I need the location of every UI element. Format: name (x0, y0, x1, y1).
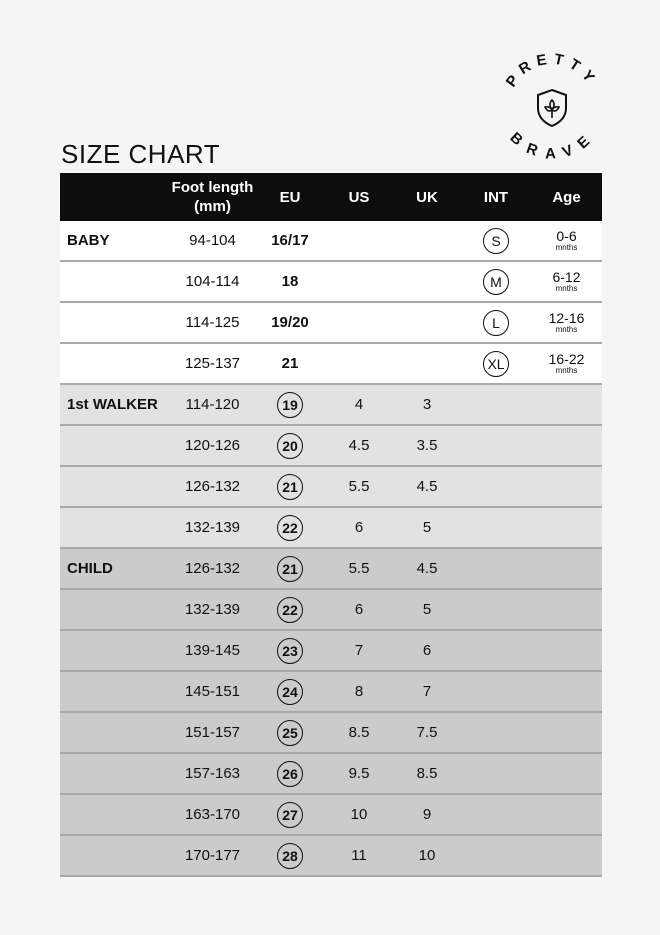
eu-size-badge: 23 (277, 638, 303, 664)
cell-foot-length: 163-170 (184, 806, 241, 823)
cell-foot-length: 114-125 (185, 314, 240, 331)
cell-int (461, 310, 531, 336)
logo-word-top-path: PRETTY (502, 50, 602, 91)
table-header (60, 173, 602, 221)
cell-uk: 5 (422, 519, 432, 536)
cell-foot-length: 94-104 (189, 232, 236, 249)
cell-us: 6 (354, 601, 364, 618)
table-row (60, 262, 602, 303)
cell-eu (255, 761, 325, 787)
cell-eu: 18 (281, 273, 299, 290)
cell-foot-length: 132-139 (184, 601, 241, 618)
age-range (531, 352, 602, 375)
int-size-badge: L (483, 310, 509, 336)
cell-eu (255, 802, 325, 828)
cell-group: BABY (67, 232, 110, 249)
cell-us: 4 (354, 396, 364, 413)
header-foot-length (170, 178, 255, 216)
table-row (60, 590, 602, 631)
cell-us: 5.5 (348, 478, 370, 495)
eu-size-badge: 22 (277, 597, 303, 623)
cell-eu (255, 392, 325, 418)
cell-uk: 7 (422, 683, 432, 700)
cell-foot-length: 125-137 (184, 355, 241, 372)
table-row (60, 672, 602, 713)
table-body (60, 221, 602, 877)
cell-foot-length: 170-177 (184, 847, 241, 864)
header-int: INT (483, 188, 509, 206)
age-value: 0-6 (556, 228, 577, 244)
cell-uk: 10 (418, 847, 436, 864)
eu-size-badge: 19 (277, 392, 303, 418)
table-row (60, 795, 602, 836)
brand-logo (492, 50, 612, 160)
table-row (60, 221, 602, 262)
table-row (60, 303, 602, 344)
cell-int (461, 351, 531, 377)
table-row (60, 344, 602, 385)
table-row (60, 385, 602, 426)
cell-eu (255, 679, 325, 705)
brand-logo-svg (492, 50, 612, 160)
cell-eu: 19/20 (271, 314, 309, 331)
cell-uk: 3.5 (416, 437, 438, 454)
age-range (531, 229, 602, 252)
logo-word-bottom-path: BRAVE (506, 129, 598, 160)
cell-us: 8 (354, 683, 364, 700)
eu-size-badge: 20 (277, 433, 303, 459)
table-row (60, 549, 602, 590)
age-value: 12-16 (548, 310, 585, 326)
cell-uk: 7.5 (416, 724, 438, 741)
cell-foot-length: 114-120 (185, 396, 240, 413)
cell-eu (255, 638, 325, 664)
logo-word-bottom (507, 129, 598, 160)
table-row (60, 508, 602, 549)
logo-word-top (503, 50, 602, 90)
cell-foot-length: 132-139 (184, 519, 241, 536)
cell-eu (255, 597, 325, 623)
table-row (60, 467, 602, 508)
cell-uk: 4.5 (416, 478, 438, 495)
cell-foot-length: 145-151 (184, 683, 241, 700)
cell-eu (255, 843, 325, 869)
eu-size-badge: 25 (277, 720, 303, 746)
cell-eu (255, 720, 325, 746)
cell-foot-length: 151-157 (184, 724, 241, 741)
cell-us: 7 (354, 642, 364, 659)
cell-uk: 8.5 (416, 765, 438, 782)
cell-age (531, 229, 602, 252)
eu-size-badge: 22 (277, 515, 303, 541)
cell-group: 1st WALKER (67, 396, 158, 413)
int-size-badge: M (483, 269, 509, 295)
header-foot-length-line1: Foot length (171, 179, 254, 196)
eu-size-badge: 21 (277, 556, 303, 582)
table-row (60, 713, 602, 754)
age-unit: mnths (555, 284, 578, 293)
cell-foot-length: 126-132 (184, 478, 241, 495)
cell-uk: 4.5 (416, 560, 438, 577)
cell-int (461, 228, 531, 254)
age-unit: mnths (555, 243, 578, 252)
cell-us: 9.5 (348, 765, 370, 782)
eu-size-badge: 21 (277, 474, 303, 500)
eu-size-badge: 27 (277, 802, 303, 828)
header-foot-length-line2: (mm) (194, 198, 231, 215)
cell-uk: 6 (422, 642, 432, 659)
cell-foot-length: 120-126 (184, 437, 241, 454)
cell-group: CHILD (67, 560, 113, 577)
cell-eu (255, 556, 325, 582)
age-value: 16-22 (548, 351, 585, 367)
table-row (60, 836, 602, 877)
table-row (60, 631, 602, 672)
cell-foot-length: 104-114 (185, 273, 240, 290)
cell-eu (255, 474, 325, 500)
shield-icon (538, 90, 566, 126)
cell-uk: 3 (422, 396, 432, 413)
cell-uk: 5 (422, 601, 432, 618)
age-unit: mnths (555, 366, 578, 375)
cell-eu (255, 433, 325, 459)
cell-eu: 16/17 (271, 232, 309, 249)
cell-eu: 21 (281, 355, 299, 372)
int-size-badge: XL (483, 351, 509, 377)
cell-us: 4.5 (348, 437, 370, 454)
header-us: US (348, 188, 370, 206)
age-range (531, 311, 602, 334)
header-uk: UK (416, 188, 438, 206)
cell-age (531, 270, 602, 293)
table-row (60, 426, 602, 467)
eu-size-badge: 24 (277, 679, 303, 705)
cell-uk: 9 (422, 806, 432, 823)
eu-size-badge: 28 (277, 843, 303, 869)
cell-int (461, 269, 531, 295)
cell-us: 6 (354, 519, 364, 536)
cell-age (531, 311, 602, 334)
cell-us: 11 (351, 847, 367, 864)
cell-us: 5.5 (348, 560, 370, 577)
int-size-badge: S (483, 228, 509, 254)
cell-age (531, 352, 602, 375)
cell-foot-length: 126-132 (184, 560, 241, 577)
age-value: 6-12 (552, 269, 581, 285)
header-age: Age (552, 188, 581, 206)
cell-us: 8.5 (348, 724, 370, 741)
cell-us: 10 (350, 806, 368, 823)
cell-eu (255, 515, 325, 541)
cell-foot-length: 157-163 (184, 765, 241, 782)
cell-foot-length: 139-145 (184, 642, 241, 659)
table-row (60, 754, 602, 795)
header-eu: EU (279, 188, 301, 206)
page-title: SIZE CHART (61, 139, 221, 169)
size-table (60, 173, 602, 877)
eu-size-badge: 26 (277, 761, 303, 787)
age-range (531, 270, 602, 293)
age-unit: mnths (555, 325, 578, 334)
